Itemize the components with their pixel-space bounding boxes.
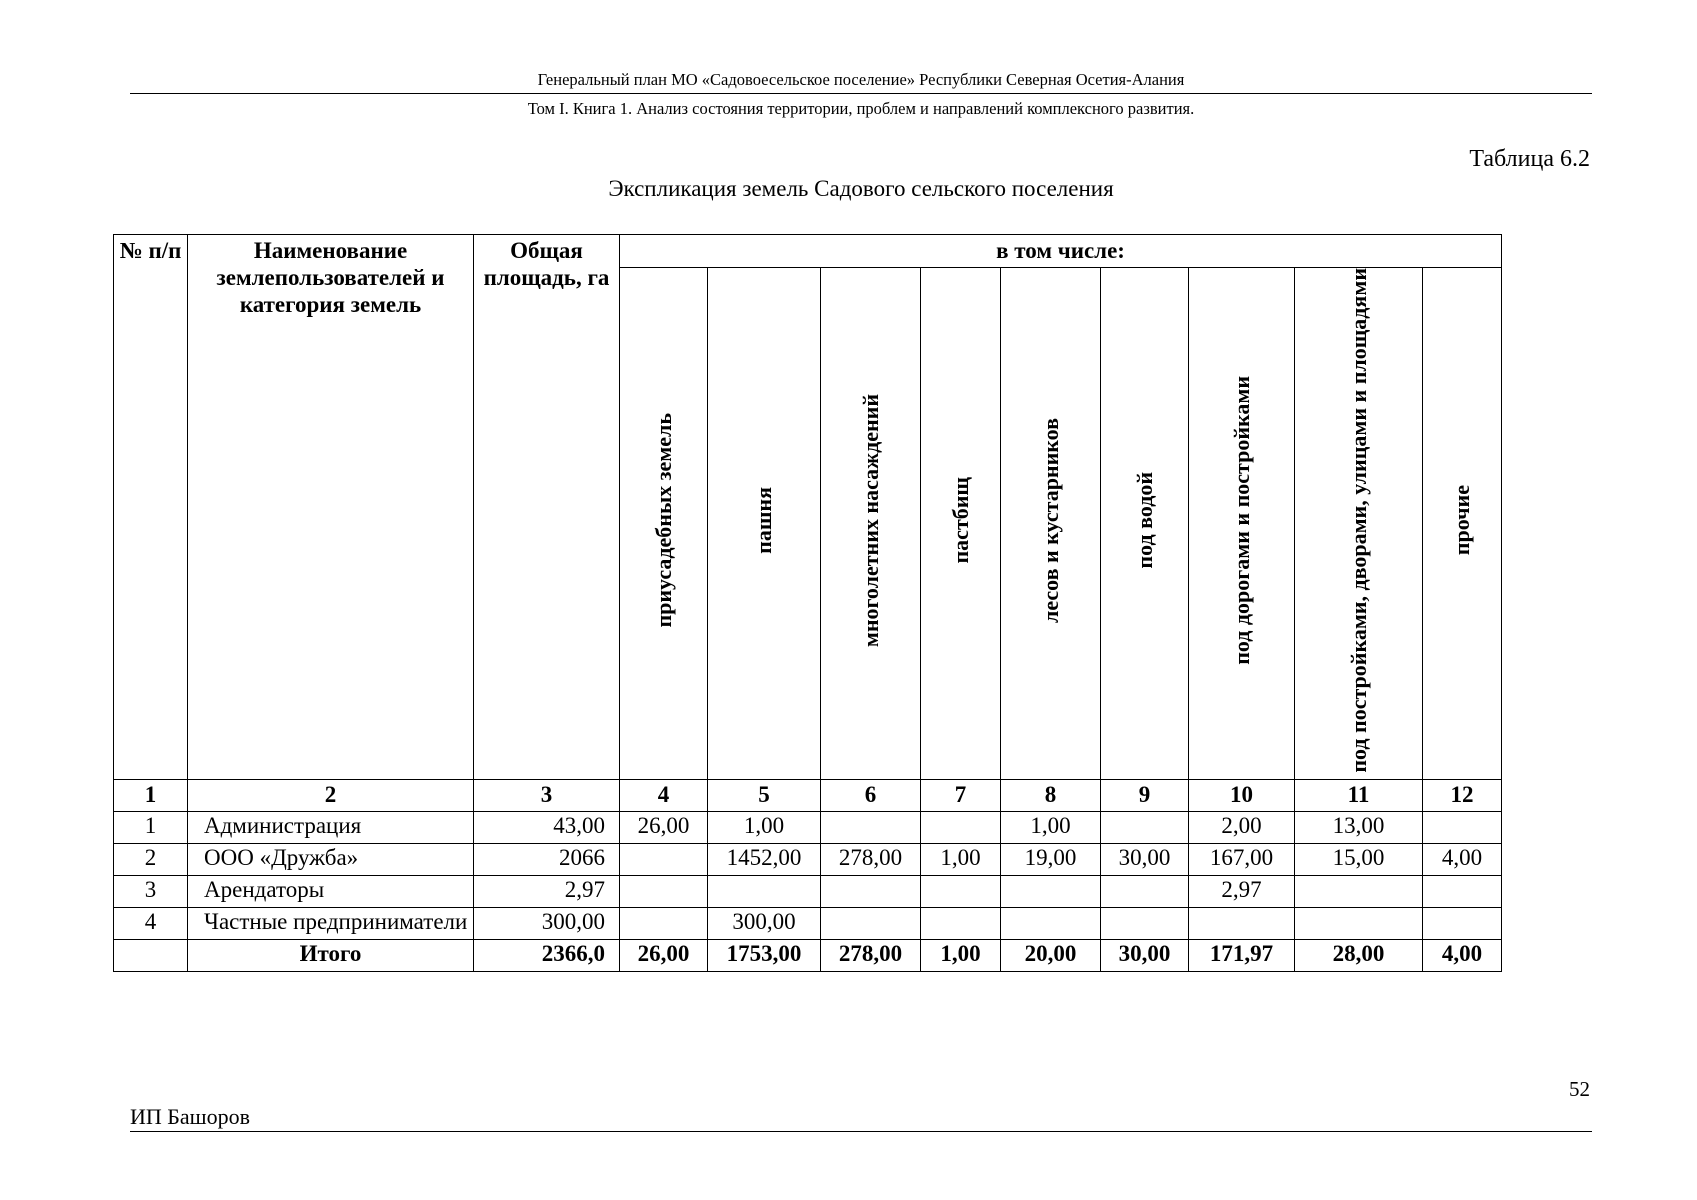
cell-value: [1295, 907, 1423, 939]
table-title: Экспликация земель Садового сельского поселения: [608, 176, 1114, 201]
cell-value: 278,00: [821, 843, 921, 875]
total-sum: 2366,0: [474, 939, 620, 971]
col-number: 8: [1001, 779, 1101, 811]
total-value: 171,97: [1189, 939, 1295, 971]
cell-value: [921, 875, 1001, 907]
cell-value: 26,00: [620, 811, 708, 843]
cell-value: [1189, 907, 1295, 939]
row-number: 3: [114, 875, 188, 907]
cell-value: 1,00: [921, 843, 1001, 875]
cell-value: 1452,00: [708, 843, 821, 875]
table-row: [114, 843, 1502, 875]
col-number: 6: [821, 779, 921, 811]
cell-value: 1,00: [708, 811, 821, 843]
cell-value: [1295, 875, 1423, 907]
table-row: [114, 875, 1502, 907]
cell-value: [708, 875, 821, 907]
cell-value: [620, 875, 708, 907]
cell-value: [921, 811, 1001, 843]
row-total: 43,00: [474, 811, 620, 843]
land-explication-table: [113, 234, 1502, 972]
document-header-subtitle: Том I. Книга 1. Анализ состояния территории, проблем и направлений комплексного развития.: [527, 99, 1195, 118]
col-number: 11: [1295, 779, 1423, 811]
cell-value: [1101, 875, 1189, 907]
table-number: Таблица 6.2: [1469, 146, 1590, 172]
column-number-row: [114, 779, 1502, 811]
col-number: 4: [620, 779, 708, 811]
total-value: 28,00: [1295, 939, 1423, 971]
total-value: 1,00: [921, 939, 1001, 971]
header-sub-forests: лесов и кустарников: [1037, 417, 1063, 623]
cell-value: [821, 907, 921, 939]
cell-value: 300,00: [708, 907, 821, 939]
cell-value: [620, 843, 708, 875]
row-total: 300,00: [474, 907, 620, 939]
total-value: 4,00: [1423, 939, 1502, 971]
cell-value: 1,00: [1001, 811, 1101, 843]
total-value: 26,00: [620, 939, 708, 971]
header-sub-roads: под дорогами и постройками: [1228, 375, 1254, 665]
cell-value: 15,00: [1295, 843, 1423, 875]
cell-value: [921, 907, 1001, 939]
row-name: Администрация: [188, 811, 474, 843]
footer-author: ИП Башоров: [130, 1104, 251, 1129]
col-number: 12: [1423, 779, 1502, 811]
col-number: 10: [1189, 779, 1295, 811]
document-header-title: Генеральный план МО «Садовоесельское поселение» Республики Северная Осетия-Алания: [537, 70, 1185, 89]
header-sub-household-plots: приусадебных земель: [650, 413, 676, 628]
cell-value: [1423, 811, 1502, 843]
table-row: [114, 811, 1502, 843]
total-label: Итого: [188, 939, 474, 971]
row-name: Арендаторы: [188, 875, 474, 907]
cell-value: [1101, 811, 1189, 843]
row-total: 2066: [474, 843, 620, 875]
cell-value: [1101, 907, 1189, 939]
header-col-name: Наименование землепользователей и категория земель: [188, 235, 474, 780]
cell-value: [1423, 875, 1502, 907]
cell-value: [1001, 907, 1101, 939]
col-number: 3: [474, 779, 620, 811]
page-number: 52: [1569, 1077, 1590, 1101]
cell-value: 4,00: [1423, 843, 1502, 875]
cell-value: [1001, 875, 1101, 907]
cell-value: [1423, 907, 1502, 939]
row-number: 2: [114, 843, 188, 875]
cell-value: 19,00: [1001, 843, 1101, 875]
table-total-row: [114, 939, 1502, 971]
header-rule: [130, 93, 1592, 94]
header-group-including: в том числе:: [620, 235, 1502, 268]
footer-rule: [130, 1131, 1592, 1132]
col-number: 5: [708, 779, 821, 811]
header-sub-buildings: под постройками, дворами, улицами и площадями: [1345, 268, 1371, 773]
cell-value: 13,00: [1295, 811, 1423, 843]
col-number: 9: [1101, 779, 1189, 811]
row-number: 4: [114, 907, 188, 939]
row-name: ООО «Дружба»: [188, 843, 474, 875]
cell-value: 2,97: [1189, 875, 1295, 907]
header-sub-arable: пашня: [751, 486, 776, 554]
header-sub-perennial: многолетних насаждений: [857, 393, 883, 647]
col-number: 7: [921, 779, 1001, 811]
col-number: 1: [114, 779, 188, 811]
cell-value: 2,00: [1189, 811, 1295, 843]
cell-value: [620, 907, 708, 939]
total-value: 1753,00: [708, 939, 821, 971]
header-col-total: Общая площадь, га: [474, 235, 620, 780]
row-total: 2,97: [474, 875, 620, 907]
header-sub-other: прочие: [1449, 485, 1475, 556]
cell-value: [821, 875, 921, 907]
cell-value: 167,00: [1189, 843, 1295, 875]
header-sub-water: под водой: [1131, 472, 1157, 569]
header-sub-pastures: пастбищ: [947, 477, 973, 564]
total-value: 20,00: [1001, 939, 1101, 971]
row-number: 1: [114, 811, 188, 843]
total-value: 278,00: [821, 939, 921, 971]
header-col-no: № п/п: [114, 235, 188, 780]
col-number: 2: [188, 779, 474, 811]
cell-value: [821, 811, 921, 843]
cell-value: 30,00: [1101, 843, 1189, 875]
total-value: 30,00: [1101, 939, 1189, 971]
table-row: [114, 907, 1502, 939]
row-name: Частные предприниматели: [188, 907, 474, 939]
